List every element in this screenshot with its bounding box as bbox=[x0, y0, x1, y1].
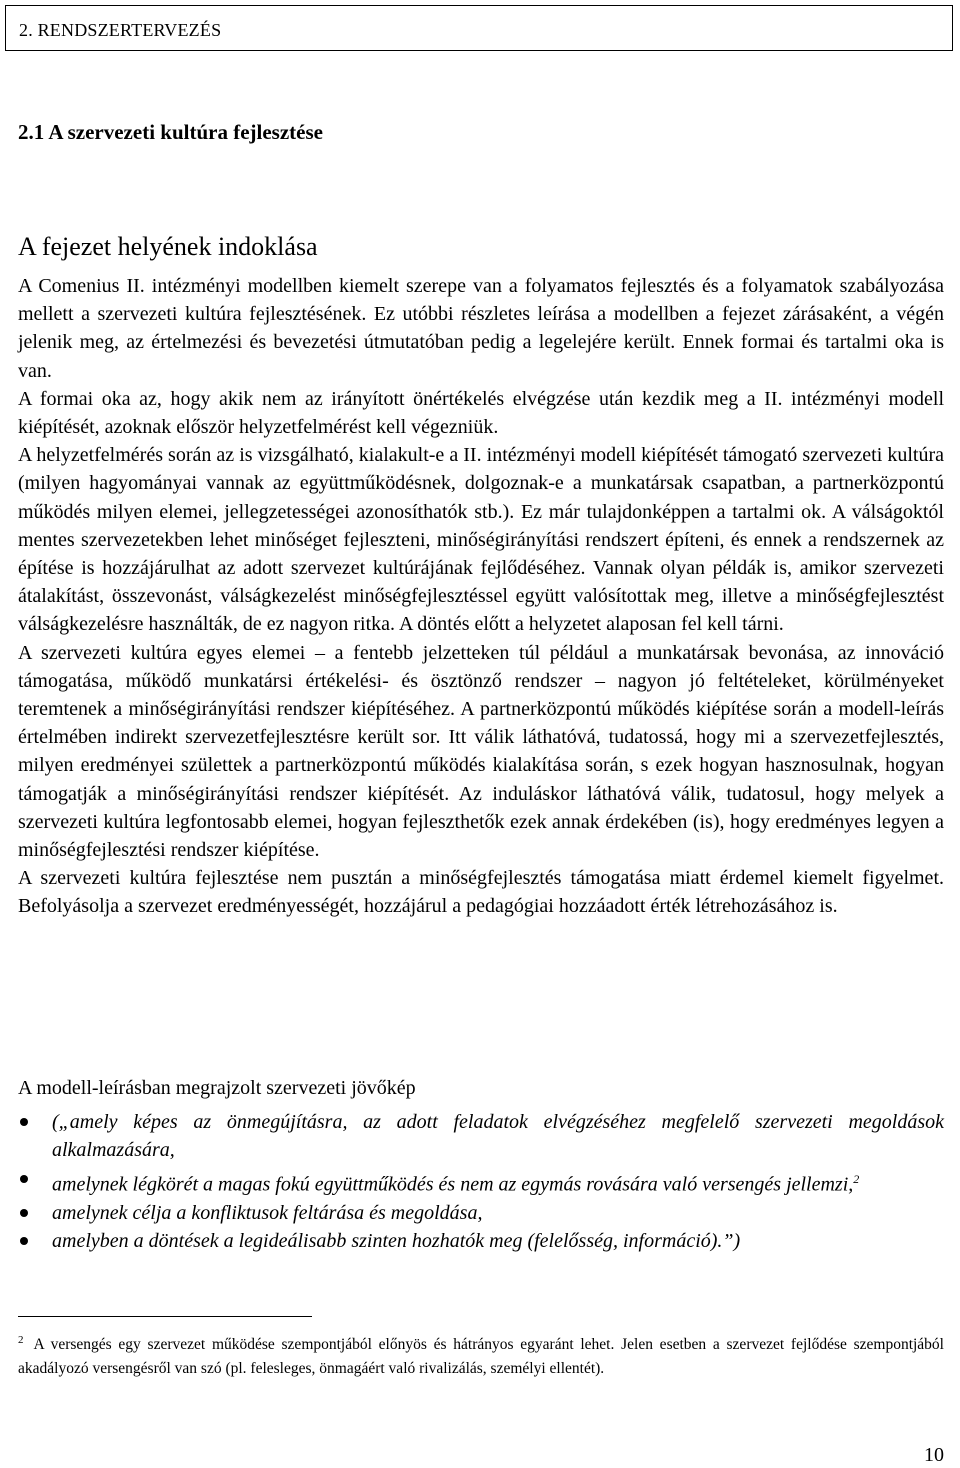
bullet-icon bbox=[20, 1209, 28, 1217]
paragraph: A szervezeti kultúra egyes elemei – a fentebb jelzetteken túl például a munkatársak bevonása, az innováció támogatása, működő munkatársi értékelési- és ösztönző rendszer – nagyon jó feltételeket, körülményeket teremtenek a minőségirányítási rendszer kiépítéséhez. A partnerközpontú működés kiépítése során a modell-leírás értelmében indirekt szervezetfejlesztésre került sor. Itt válik láthatóvá, tudatossá, hogy mi a szervezetfejlesztés, milyen eredményei születtek a partnerközpontú működés kialakítása során, s ezek hogyan hasznosulnak, hogyan támogatják a minőségirányítási rendszer kiépítését. Az induláskor láthatóvá válik, tudatosul, hogy melyek a szervezeti kultúra legfontosabb elemei, hogyan fejleszthetők ezek annak érdekében (is), hogy eredményes legyen a minőségfejlesztési rendszer kiépítése. bbox=[18, 641, 944, 862]
paragraph: A szervezeti kultúra fejlesztése nem pusztán a minőségfejlesztés támogatása miatt érdemel kiemelt figyelmet. Befolyásolja a szervezet eredményességét, hozzájárul a pedagógiai hozzáadott érték létrehozásához is. bbox=[18, 867, 944, 918]
vision-list bbox=[18, 1108, 944, 1256]
list-item-text: amelynek célja a konfliktusok feltárása és megoldása, bbox=[52, 1201, 483, 1224]
page-number: 10 bbox=[924, 1444, 944, 1466]
paragraph: A helyzetfelmérés során az is vizsgálható, kialakult-e a II. intézményi modell kiépítését támogató szervezeti kultúra (milyen hagyományai vannak az együttműködésnek, dolgoznak-e a munkatársak csapatban, a partnerközpontú működés milyen elemei, jellegzetességei azonosíthatók stb.). Ez már tulajdonképpen a tartalmi ok. A válságoktól mentes szervezetekben lehet minőséget fejleszteni, minőségirányítási rendszert építeni, és ennek a rendszernek az építése is hozzájárulhat az adott szervezet kultúrájának fejlődéséhez. Vannak olyan példák is, amikor szervezeti átalakítást, összevonást, válságkezelést minőségfejlesztéssel együtt valósítottak meg, illetve a minőségfejlesztést válságkezelésre használták, de ez nagyon ritka. A döntés előtt a helyzetet alaposan fel kell tárni. bbox=[18, 444, 944, 636]
bullet-icon bbox=[20, 1237, 28, 1245]
header-text: 2. RENDSZERTERVEZÉS bbox=[19, 20, 222, 40]
bullet-icon bbox=[20, 1175, 28, 1183]
list-item-text: amelynek légkörét a magas fokú együttműködés és nem az egymás rovására való versengés jellemzi, bbox=[52, 1173, 854, 1196]
list-item bbox=[18, 1227, 944, 1255]
list-item bbox=[18, 1108, 944, 1165]
bullet-icon bbox=[20, 1118, 28, 1126]
list-item bbox=[18, 1165, 944, 1199]
vision-title: A modell-leírásban megrajzolt szervezeti jövőkép bbox=[18, 1077, 416, 1099]
list-item bbox=[18, 1199, 944, 1227]
footnote-divider bbox=[18, 1316, 312, 1317]
body-text bbox=[18, 272, 944, 921]
paragraph: A Comenius II. intézményi modellben kiemelt szerepe van a folyamatos fejlesztés és a folyamatok szabályozása mellett a szervezeti kultúra fejlesztésének. Ez utóbbi részletes leírása a modellben a fejezet zárásaként, a végén jelenik meg, az értelmezési és bevezetési útmutatóban pedig a legelejére került. Ennek formai és tartalmi oka is van. bbox=[18, 275, 944, 382]
footnote bbox=[18, 1328, 944, 1381]
chapter-title: A fejezet helyének indoklása bbox=[18, 232, 318, 261]
running-header bbox=[5, 5, 953, 51]
list-item-text: („amely képes az önmegújításra, az adott feladatok elvégzéséhez megfelelő szervezeti megoldások alkalmazására, bbox=[52, 1111, 944, 1162]
paragraph: A formai oka az, hogy akik nem az irányított önértékelés elvégzése után kezdik meg a II. intézményi modell kiépítését, azoknak először helyzetfelmérést kell végezniük. bbox=[18, 387, 944, 439]
list-item-text: amelyben a döntések a legideálisabb szinten hozhatók meg (felelősség, információ).”) bbox=[52, 1230, 741, 1253]
footnote-marker: 2 bbox=[18, 1334, 24, 1346]
section-title: 2.1 A szervezeti kultúra fejlesztése bbox=[18, 120, 323, 144]
footnote-reference[interactable]: 2 bbox=[853, 1171, 860, 1186]
footnote-text: A versengés egy szervezet működése szempontjából előnyös és hátrányos egyaránt lehet. Jelen esetben a szervezet fejlődése szempontjából akadályozó versengésről van szó (pl. felesleges, önmagáért való rivalizálás, személyi ellentét). bbox=[18, 1336, 944, 1378]
